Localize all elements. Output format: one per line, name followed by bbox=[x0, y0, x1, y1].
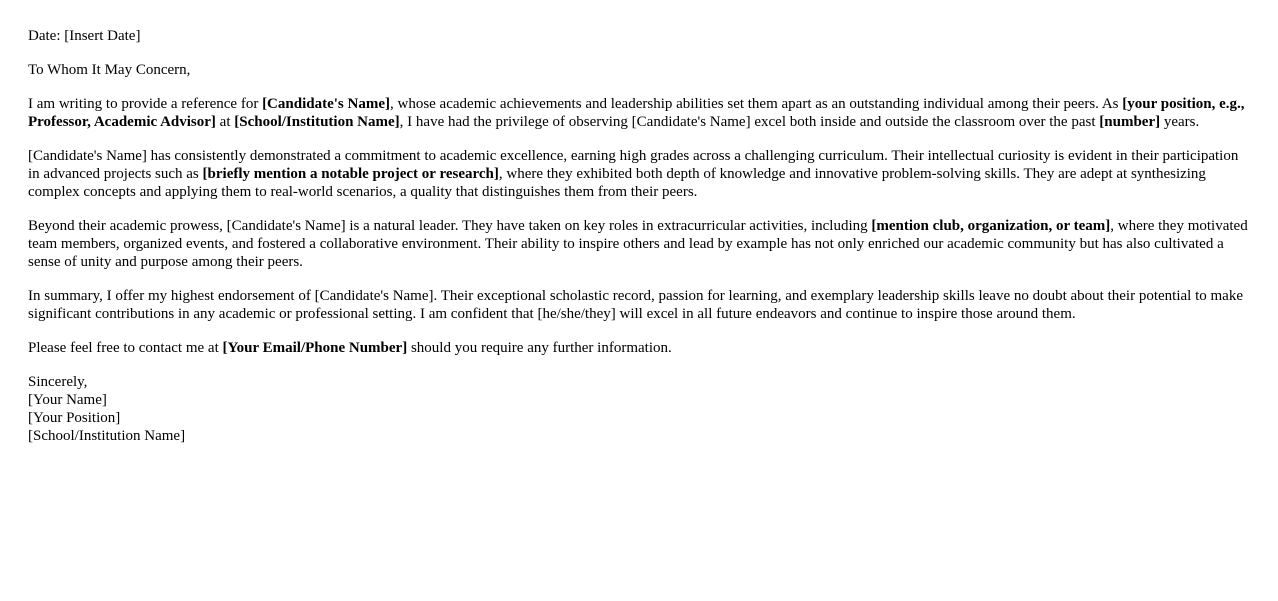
project-placeholder: [briefly mention a notable project or research] bbox=[202, 166, 499, 182]
paragraph-academics bbox=[28, 147, 1250, 201]
signature-institution: [School/Institution Name] bbox=[28, 428, 186, 444]
leadership-text-1: Beyond their academic prowess, [Candidate's Name] is a natural leader. They have taken on key roles in extracurricular activities, including bbox=[28, 218, 872, 234]
leadership-text-2: , where they motivated team members, organized events, and fostered a collaborative environment. Their ability to inspire others and lead by example has not only enriched our academic community but has also cultivated a sense of unity and purpose among their peers. bbox=[28, 218, 1248, 270]
date-line: Date: [Insert Date] bbox=[28, 28, 141, 44]
paragraph-introduction bbox=[28, 95, 1250, 131]
intro-text-2: , whose academic achievements and leadership abilities set them apart as an outstanding individual among their peers. As bbox=[389, 96, 1123, 112]
paragraph-summary: In summary, I offer my highest endorsement of [Candidate's Name]. Their exceptional scholastic record, passion for learning, and exemplary leadership skills leave no doubt about their potential to make significant contributions in any academic or professional setting. I am confident that [he/she/they] will excel in all future endeavors and continue to inspire those around them. bbox=[28, 288, 1243, 322]
paragraph-leadership bbox=[28, 217, 1250, 271]
contact-text-2: should you require any further information. bbox=[407, 340, 672, 356]
candidate-name-placeholder: [Candidate's Name] bbox=[262, 96, 390, 112]
signature-name: [Your Name] bbox=[28, 392, 107, 408]
club-placeholder: [mention club, organization, or team] bbox=[871, 218, 1111, 234]
years-placeholder: [number] bbox=[1099, 114, 1161, 130]
intro-text-1: I am writing to provide a reference for bbox=[28, 96, 263, 112]
salutation: To Whom It May Concern, bbox=[28, 62, 191, 78]
signature-closing: Sincerely, bbox=[28, 374, 88, 390]
position-placeholder: [your position, e.g., Professor, Academic Advisor] bbox=[28, 96, 1245, 130]
contact-text-1: Please feel free to contact me at bbox=[28, 340, 223, 356]
contact-placeholder: [Your Email/Phone Number] bbox=[222, 340, 408, 356]
intro-text-4: , I have had the privilege of observing [Candidate's Name] excel both inside and outside the classroom over the past bbox=[399, 114, 1100, 130]
intro-text-3: at bbox=[215, 114, 235, 130]
institution-placeholder: [School/Institution Name] bbox=[234, 114, 400, 130]
paragraph-contact bbox=[28, 339, 1250, 357]
signature-position: [Your Position] bbox=[28, 410, 121, 426]
academics-text-2: , where they exhibited both depth of knowledge and innovative problem-solving skills. They are adept at synthesizing complex concepts and applying them to real-world scenarios, a quality that distinguishes them from their peers. bbox=[28, 166, 1206, 200]
academics-text-1: [Candidate's Name] has consistently demonstrated a commitment to academic excellence, earning high grades across a challenging curriculum. Their intellectual curiosity is evident in their participation in advanced projects such as bbox=[28, 148, 1239, 182]
intro-text-5: years. bbox=[1160, 114, 1200, 130]
